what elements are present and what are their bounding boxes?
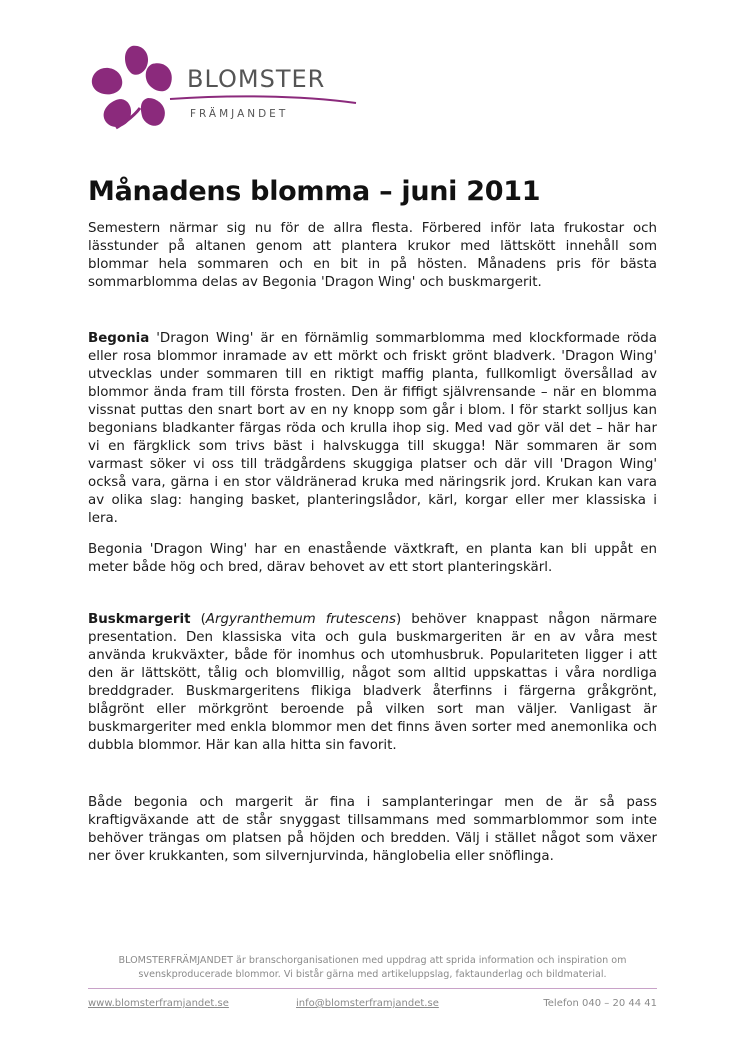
begonia-lead: Begonia	[88, 331, 150, 346]
phone-number: Telefon 040 – 20 44 41	[543, 998, 657, 1009]
footer-divider	[88, 988, 657, 989]
buskmargerit-lead: Buskmargerit	[88, 612, 191, 627]
email-link[interactable]: info@blomsterframjandet.se	[296, 998, 439, 1009]
page-title: Månadens blomma – juni 2011	[88, 176, 541, 207]
buskmargerit-text: ) behöver knappast någon närmare presentation. Den klassiska vita och gula buskmargeriten är en av våra mest använda krukväxter, både för inomhus och utomhusbruk. Populariteten ligger i att den är lättskött, tålig och blomvillig, något som alltid uppskattas i våra nordliga breddgrader. Buskmargeritens flikiga bladverk återfinns i färgerna gråkgrönt, blågrönt eller mörkgrönt beroende på vilken sort man väljer. Vanligast är buskmargeriter med enkla blommor men det finns även sorter med anemonlika och dubbla blommor. Här kan alla hitta sin favorit.	[88, 612, 657, 753]
footer-links	[88, 998, 657, 1014]
buskmargerit-latin: Argyranthemum frutescens	[205, 612, 396, 627]
begonia-paragraph-2: Begonia 'Dragon Wing' har en enastående växtkraft, en planta kan bli uppåt en meter både hög och bred, därav behovet av ett stort planteringskärl.	[88, 542, 657, 575]
buskmargerit-open-paren: (	[190, 612, 206, 627]
logo-subname: FRÄMJANDET	[190, 108, 289, 120]
logo-name: BLOMSTER	[187, 65, 326, 93]
intro-paragraph: Semestern närmar sig nu för de allra flesta. Förbered inför lata frukostar och lässtunder på altanen genom att plantera krukor med lättskött innehåll som blommar hela sommaren och en bit in på hösten. Månadens pris för bästa sommarblomma delas av Begonia 'Dragon Wing' och buskmargerit.	[88, 221, 657, 290]
closing-paragraph: Både begonia och margerit är fina i samplanteringar men de är så pass kraftigväxande att de står snyggast tillsammans med sommarblommor som inte behöver trängas om platsen på höjden och bredden. Välj i stället något som växer ner över krukkanten, som silvernjurvinda, hänglobelia eller snöflinga.	[88, 795, 657, 864]
flower-logo-icon	[86, 42, 178, 134]
logo-swoosh	[168, 92, 358, 106]
buskmargerit-paragraph	[88, 611, 657, 755]
begonia-text: 'Dragon Wing' är en förnämlig sommarblomma med klockformade röda eller rosa blommor inramade av ett mörkt och friskt grönt bladverk. 'Dragon Wing' utvecklas under sommaren till en riktigt maffig planta, fullkomligt översållad av blommor ända fram till första frosten. Den är fiffigt självrensande – när en blomma vissnat puttas den snart bort av en ny knopp som går i blom. I för starkt solljus kan begonians bladkanter färgas röda och krulla ihop sig. Med vad gör väl det – här har vi en färgklick som trivs bäst i halvskugga till skugga! När sommaren är som varmast söker vi oss till trädgårdens skuggiga platser och där vill 'Dragon Wing' också vara, gärna i en stor väldränerad kruka med näringsrik jord. Krukan kan vara av olika slag: hanging basket, planteringslådor, kärl, korgar eller mer klassiska i lera.	[88, 331, 657, 526]
footer-info: BLOMSTERFRÄMJANDET är branschorganisationen med uppdrag att sprida information och inspiration om svenskproducerade blommor. Vi bistår gärna med artikeluppslag, faktaunderlag och bildmaterial.	[118, 955, 627, 980]
begonia-paragraph	[88, 330, 657, 528]
blomsterframjandet-logo	[86, 42, 366, 138]
website-link[interactable]: www.blomsterframjandet.se	[88, 998, 229, 1009]
